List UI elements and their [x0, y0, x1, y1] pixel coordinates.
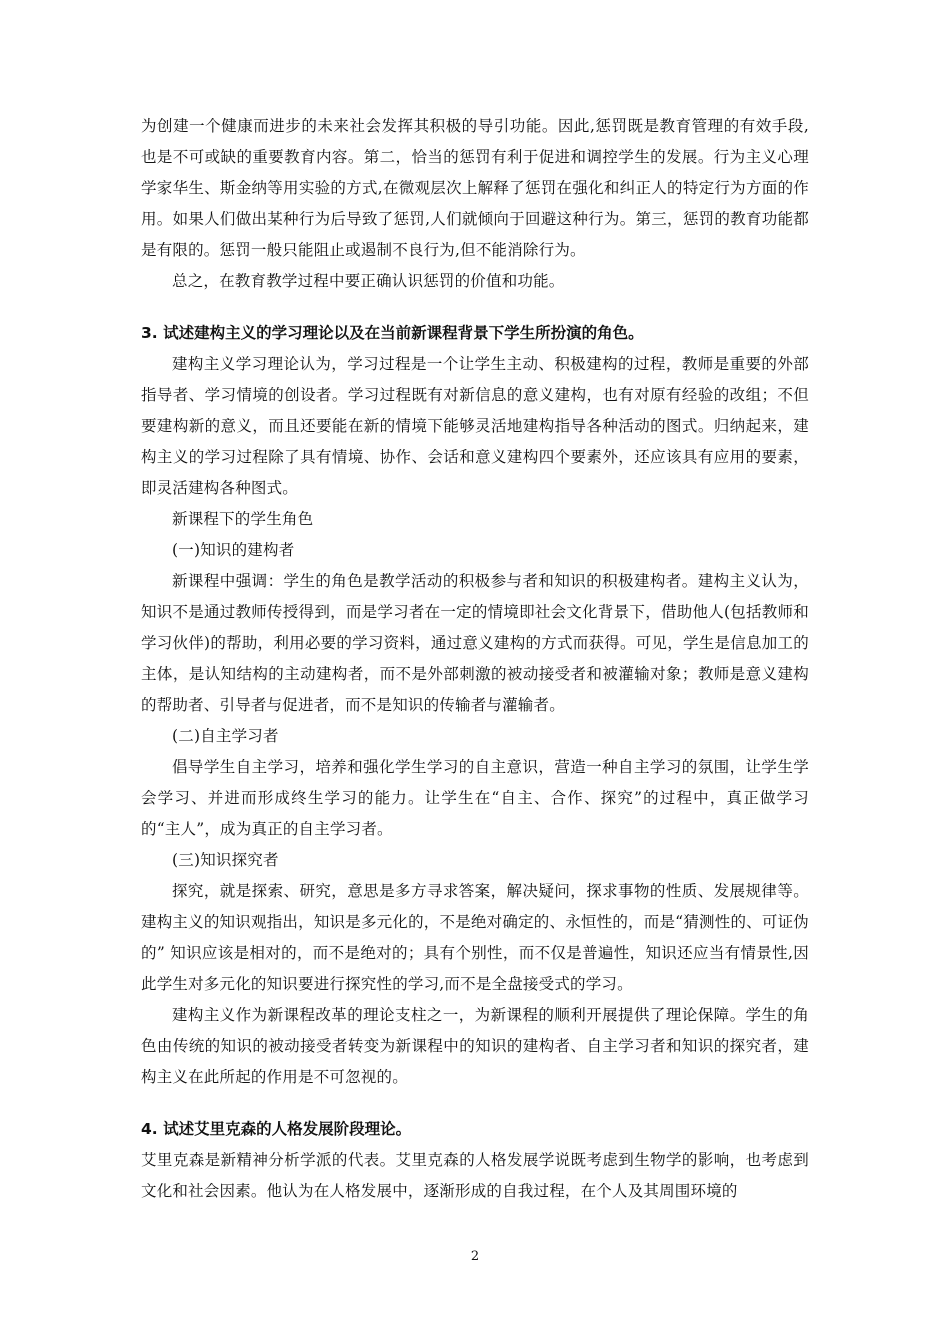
paragraph-intro-continuation: 为创建一个健康而进步的未来社会发挥其积极的导引功能。因此,惩罚既是教育管理的有效手段,也是不可或缺的重要教育内容。第二，恰当的惩罚有利于促进和调控学生的发展。行为主义心理学家华生、斯金纳等用实验的方式,在微观层次上解释了惩罚在强化和纠正人的特定行为方面的作用。如果人们做出某种行为后导致了惩罚,人们就倾向于回避这种行为。第三，惩罚的教育功能都是有限的。惩罚一般只能阻止或遏制不良行为,但不能消除行为。 — [141, 117, 809, 259]
subsection-2-body: 倡导学生自主学习，培养和强化学生学习的自主意识，营造一种自主学习的氛围，让学生学会学习、并进而形成终生学习的能力。让学生在“自主、合作、探究”的过程中，真正做学习的“主人”，成为真正的自主学习者。 — [141, 758, 809, 838]
paragraph-intro-summary: 总之，在教育教学过程中要正确认识惩罚的价值和功能。 — [172, 272, 565, 290]
section-4-paragraph: 艾里克森是新精神分析学派的代表。艾里克森的人格发展学说既考虑到生物学的影响，也考虑到文化和社会因素。他认为在人格发展中，逐渐形成的自我过程，在个人及其周围环境的 — [141, 1151, 809, 1200]
page-number: 2 — [470, 1249, 480, 1264]
subsection-2-title: (二)自主学习者 — [172, 727, 279, 745]
subsection-3-title: (三)知识探究者 — [172, 851, 279, 869]
section-3-paragraph-theory: 建构主义学习理论认为，学习过程是一个让学生主动、积极建构的过程，教师是重要的外部指导者、学习情境的创设者。学习过程既有对新信息的意义建构，也有对原有经验的改组；不但要建构新的意义，而且还要能在新的情境下能够灵活地建构指导各种活动的图式。归纳起来，建构主义的学习过程除了具有情境、协作、会话和意义建构四个要素外，还应该具有应用的要素，即灵活建构各种图式。 — [141, 355, 809, 497]
section-3-roles-title: 新课程下的学生角色 — [172, 510, 314, 528]
section-3-conclusion: 建构主义作为新课程改革的理论支柱之一，为新课程的顺利开展提供了理论保障。学生的角色由传统的知识的被动接受者转变为新课程中的知识的建构者、自主学习者和知识的探究者，建构主义在此所起的作用是不可忽视的。 — [141, 1006, 809, 1086]
subsection-3-body: 探究，就是探索、研究，意思是多方寻求答案，解决疑问，探求事物的性质、发展规律等。建构主义的知识观指出，知识是多元化的，不是绝对确定的、永恒性的，而是“猜测性的、可证伪的” 知识应该是相对的，而不是绝对的；具有个别性，而不仅是普遍性，知识还应当有情景性,因此学生对多元化的知识要进行探究性的学习,而不是全盘接受式的学习。 — [141, 882, 809, 993]
subsection-1-title: (一)知识的建构者 — [172, 541, 295, 559]
section-3-heading: 3. 试述建构主义的学习理论以及在当前新课程背景下学生所扮演的角色。 — [141, 324, 644, 342]
section-4-heading: 4. 试述艾里克森的人格发展阶段理论。 — [141, 1120, 412, 1138]
page-content — [141, 111, 809, 1207]
subsection-1-body: 新课程中强调：学生的角色是教学活动的积极参与者和知识的积极建构者。建构主义认为，知识不是通过教师传授得到，而是学习者在一定的情境即社会文化背景下，借助他人(包括教师和学习伙伴)的帮助，利用必要的学习资料，通过意义建构的方式而获得。可见，学生是信息加工的主体，是认知结构的主动建构者，而不是外部刺激的被动接受者和被灌输对象；教师是意义建构的帮助者、引导者与促进者，而不是知识的传输者与灌输者。 — [141, 572, 809, 714]
